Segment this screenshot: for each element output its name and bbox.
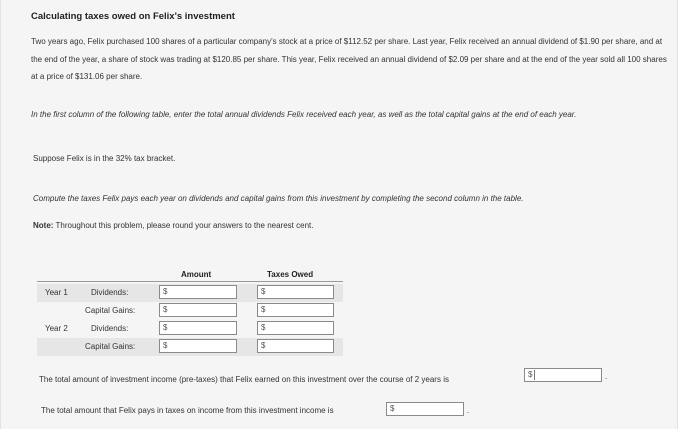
dollar-sign: $: [261, 305, 266, 314]
column-header-taxes-owed: Taxes Owed: [267, 270, 314, 279]
year-label: Year 2: [45, 324, 68, 333]
total-taxes-input[interactable]: [386, 402, 464, 416]
table-row: [37, 320, 343, 338]
total-taxes-text: The total amount that Felix pays in taxes on income from this investment income is: [41, 406, 334, 415]
year2-dividends-taxes-input[interactable]: [257, 321, 334, 335]
table-row: [37, 338, 343, 356]
row-label: Capital Gains:: [85, 342, 136, 351]
sentence-period: .: [467, 406, 470, 415]
year1-capital-gains-taxes-input[interactable]: [257, 303, 334, 317]
year1-dividends-taxes-input[interactable]: [257, 285, 334, 299]
rounding-note: [33, 221, 673, 230]
year2-dividends-amount-input[interactable]: [159, 321, 237, 335]
note-label: Note:: [33, 221, 54, 230]
table-row: [37, 302, 343, 320]
row-label: Dividends:: [91, 324, 129, 333]
problem-description: Two years ago, Felix purchased 100 shares of a particular company's stock at a price of $112.52 per share. Last year, Felix received an annual dividend of $1.90 per share, and at the end of the year, a share of stock was trading at $120.85 per share. This year, Felix received an annual dividend of $2.09 per share and at the end of the year sold all 100 shares at a price of $131.06 per share.: [31, 37, 667, 81]
note-text: Throughout this problem, please round your answers to the nearest cent.: [53, 221, 314, 230]
dollar-sign: $: [390, 404, 395, 413]
column-header-amount: Amount: [181, 270, 212, 279]
sentence-period: .: [605, 372, 608, 381]
table-instruction: In the first column of the following table, enter the total annual dividends Felix received each year, as well as the total capital gains at the end of each year.: [31, 110, 577, 119]
tax-bracket-text: Suppose Felix is in the 32% tax bracket.: [33, 154, 176, 163]
problem-title: Calculating taxes owed on Felix's investment: [31, 11, 235, 22]
text-cursor: [534, 370, 535, 380]
dollar-sign: $: [163, 323, 168, 332]
dollar-sign: $: [261, 341, 266, 350]
year2-capital-gains-taxes-input[interactable]: [257, 339, 334, 353]
compute-instruction: Compute the taxes Felix pays each year on dividends and capital gains from this investment by completing the second column in the table.: [33, 194, 524, 203]
row-label: Capital Gains:: [85, 306, 136, 315]
year1-dividends-amount-input[interactable]: [159, 285, 237, 299]
table-row: [37, 284, 343, 302]
dollar-sign: $: [528, 370, 533, 379]
row-label: Dividends:: [91, 288, 129, 297]
year2-capital-gains-amount-input[interactable]: [159, 339, 237, 353]
dollar-sign: $: [163, 287, 168, 296]
total-income-text: The total amount of investment income (pre-taxes) that Felix earned on this investment over the course of 2 years is: [39, 375, 449, 384]
year1-capital-gains-amount-input[interactable]: [159, 303, 237, 317]
dollar-sign: $: [261, 287, 266, 296]
total-income-input[interactable]: [524, 368, 602, 382]
header-divider: [37, 281, 343, 282]
year-label: Year 1: [45, 288, 68, 297]
dollar-sign: $: [163, 341, 168, 350]
dollar-sign: $: [163, 305, 168, 314]
dollar-sign: $: [261, 323, 266, 332]
